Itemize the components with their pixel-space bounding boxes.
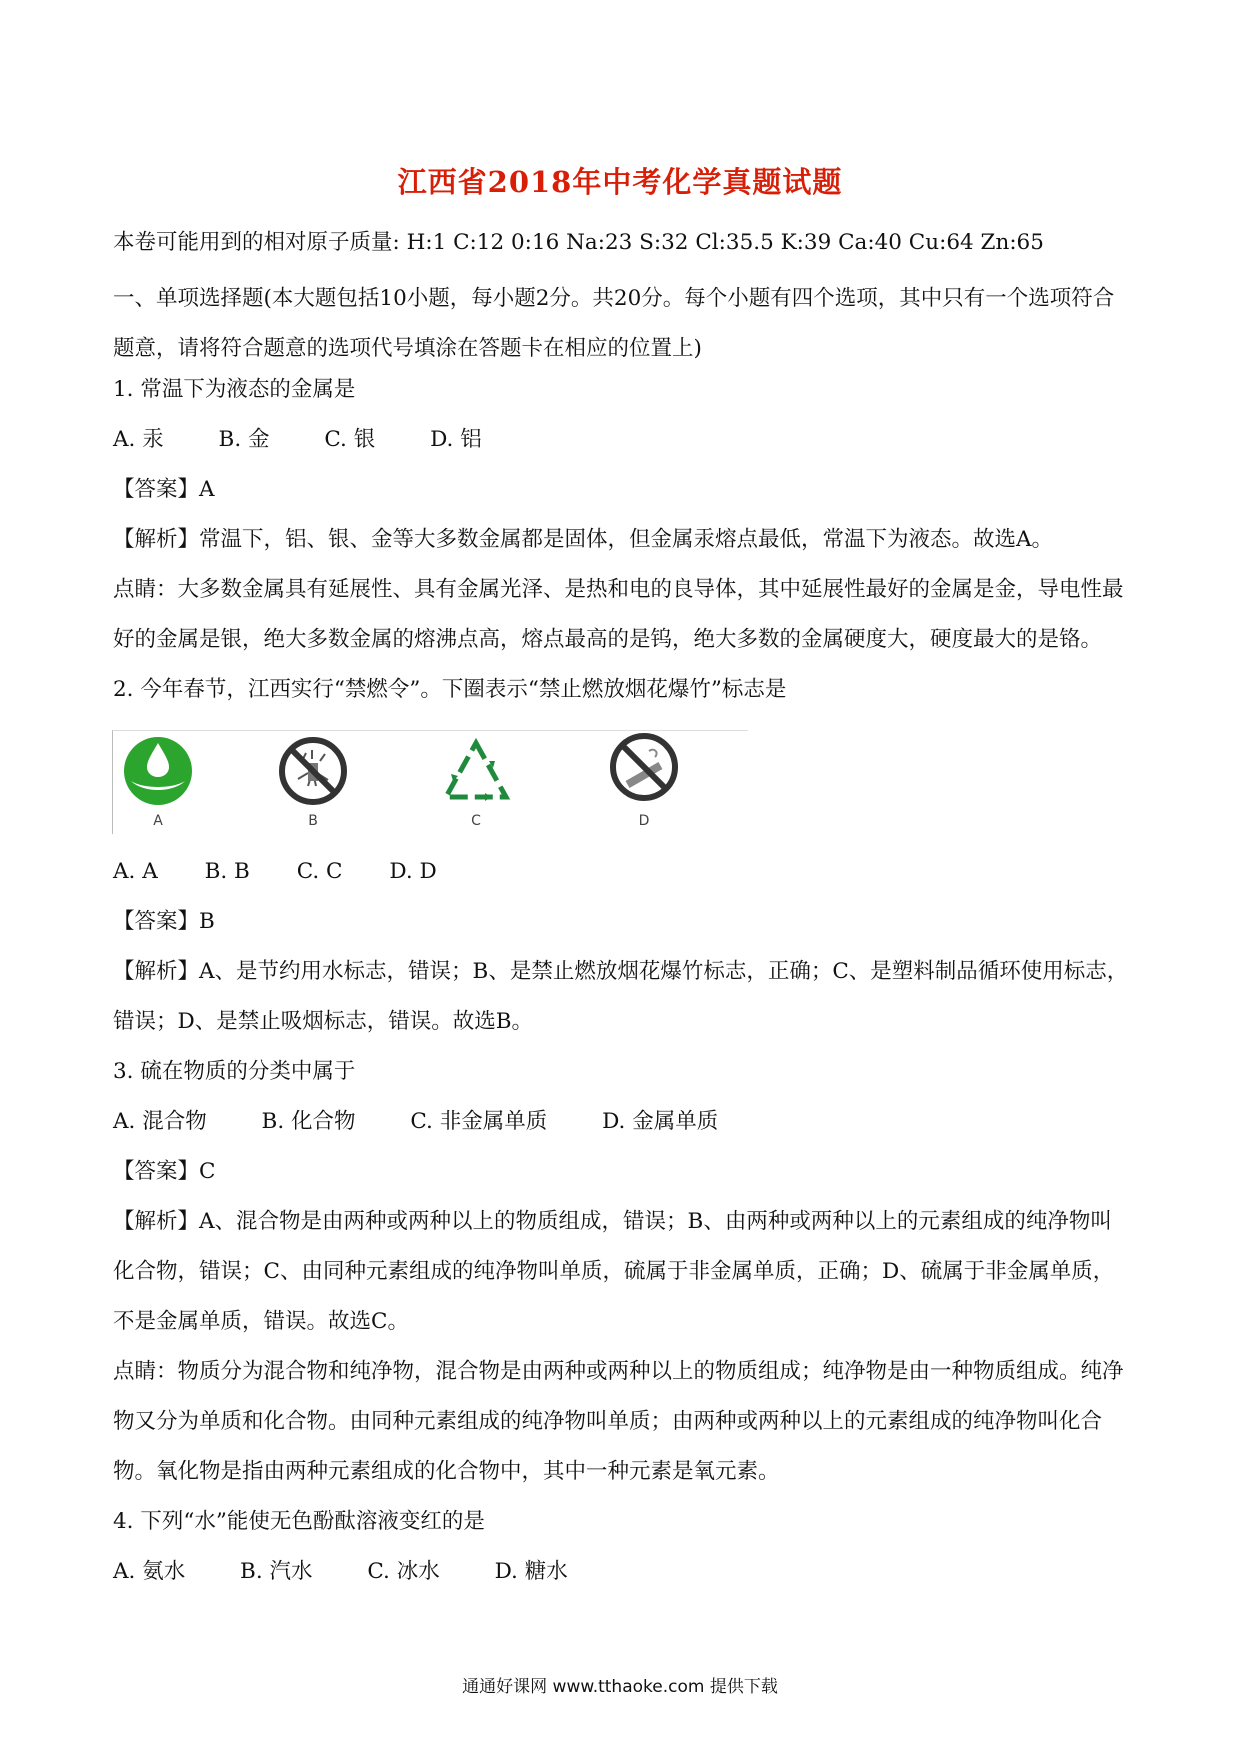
sign-b [268, 731, 358, 831]
q4-stem: 4. 下列“水”能使无色酚酞溶液变红的是 [113, 1509, 485, 1534]
q3-option-d: D. 金属单质 [602, 1109, 719, 1134]
q2-analysis: 【解析】A、是节约用水标志，错误；B、是禁止燃放烟花爆竹标志，正确；C、是塑料制品循环使用标志，错误；D、是禁止吸烟标志，错误。故选B。 [113, 959, 1129, 1034]
sign-d-label: D [638, 813, 650, 829]
recycle-icon [431, 731, 521, 811]
q4-options [113, 1557, 616, 1587]
sign-b-label: B [308, 813, 318, 829]
q1-option-d: D. 铝 [430, 427, 482, 452]
q1-options [113, 425, 530, 455]
q2-option-b: B. B [204, 859, 250, 884]
q2-stem: 2. 今年春节，江西实行“禁燃令”。下圈表示“禁止燃放烟花爆竹”标志是 [113, 677, 787, 702]
q1-analysis: 【解析】常温下，铝、银、金等大多数金属都是固体，但金属汞熔点最低，常温下为液态。故选A。 [113, 527, 1054, 552]
page-footer: 通通好课网 www.tthaoke.com 提供下载 [462, 1677, 778, 1697]
q2-option-a: A. A [113, 859, 158, 884]
q3-option-c: C. 非金属单质 [410, 1109, 548, 1134]
sign-d [599, 731, 689, 831]
q2-option-d: D. D [389, 859, 437, 884]
q1-stem: 1. 常温下为液态的金属是 [113, 377, 356, 402]
q4-option-a: A. 氨水 [113, 1559, 186, 1584]
q1-option-a: A. 汞 [113, 427, 164, 452]
water-saving-icon [113, 731, 203, 811]
q1-answer: 【答案】A [113, 477, 215, 502]
q3-note: 点睛：物质分为混合物和纯净物，混合物是由两种或两种以上的物质组成；纯净物是由一种物质组成。纯净物又分为单质和化合物。由同种元素组成的纯净物叫单质；由两种或两种以上的元素组成的纯净物叫化合物。氧化物是指由两种元素组成的化合物中，其中一种元素是氧元素。 [113, 1359, 1124, 1484]
q2-answer: 【答案】B [113, 909, 215, 934]
q1-option-b: B. 金 [218, 427, 270, 452]
atomic-masses: 本卷可能用到的相对原子质量: H:1 C:12 0:16 Na:23 S:32 Cl:35.5 K:39 Ca:40 Cu:64 Zn:65 [113, 230, 1044, 255]
no-smoking-icon [599, 731, 689, 811]
q3-option-b: B. 化合物 [261, 1109, 356, 1134]
sign-a [113, 731, 203, 831]
q4-option-d: D. 糖水 [494, 1559, 568, 1584]
q3-analysis: 【解析】A、混合物是由两种或两种以上的物质组成，错误；B、由两种或两种以上的元素组成的纯净物叫化合物，错误；C、由同种元素组成的纯净物叫单质，硫属于非金属单质，正确；D、硫属于非金属单质，不是金属单质，错误。故选C。 [113, 1209, 1115, 1334]
q1-note: 点睛：大多数金属具有延展性、具有金属光泽、是热和电的良导体，其中延展性最好的金属是金，导电性最好的金属是银，绝大多数金属的熔沸点高，熔点最高的是钨，绝大多数的金属硬度大，硬度最大的是铬。 [113, 577, 1124, 652]
q3-options [113, 1107, 766, 1137]
sign-c-label: C [471, 813, 481, 829]
q4-option-b: B. 汽水 [240, 1559, 313, 1584]
q3-option-a: A. 混合物 [113, 1109, 207, 1134]
page-title: 江西省2018年中考化学真题试题 [397, 165, 843, 199]
no-fireworks-icon [268, 731, 358, 811]
q2-option-c: C. C [296, 859, 343, 884]
q2-sign-images [112, 730, 748, 834]
q1-option-c: C. 银 [324, 427, 376, 452]
sign-c [431, 731, 521, 831]
section-heading: 一、单项选择题(本大题包括10小题，每小题2分。共20分。每个小题有四个选项，其中只有一个选项符合题意，请将符合题意的选项代号填涂在答题卡在相应的位置上) [113, 286, 1115, 361]
q4-option-c: C. 冰水 [367, 1559, 440, 1584]
q3-stem: 3. 硫在物质的分类中属于 [113, 1059, 356, 1084]
q2-options [113, 857, 485, 887]
q3-answer: 【答案】C [113, 1159, 216, 1184]
sign-a-label: A [153, 813, 163, 829]
